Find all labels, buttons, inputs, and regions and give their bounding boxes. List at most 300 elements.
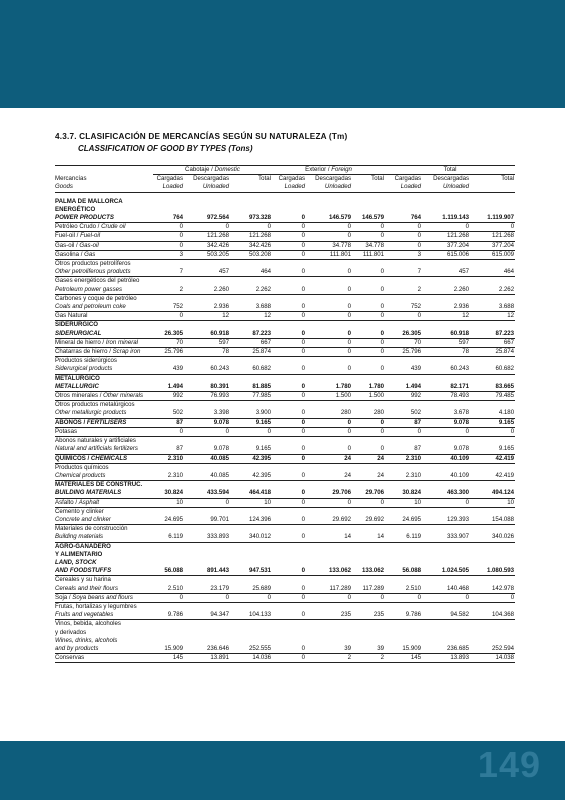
row-value: 104.133: [230, 611, 272, 620]
row-value: 9.786: [153, 611, 184, 620]
row-value: [422, 602, 470, 611]
row-value: [153, 374, 184, 383]
row-value: [272, 401, 306, 410]
row-value: [230, 559, 272, 567]
table-title: 4.3.7. CLASIFICACIÓN DE MERCANCÍAS SEGÚN SU NATURALEZA (Tm): [55, 132, 348, 141]
row-value: 117.289: [352, 585, 385, 594]
row-value: [230, 637, 272, 645]
row-value: 667: [470, 338, 515, 347]
row-value: 0: [385, 593, 422, 602]
row-value: 42.395: [230, 472, 272, 481]
row-value: [184, 559, 230, 567]
row-label: Gasolina / Gas: [55, 250, 153, 259]
row-value: [352, 559, 385, 567]
row-value: 0: [153, 232, 184, 241]
row-value: 111.801: [352, 250, 385, 259]
row-value: 40.109: [422, 454, 470, 463]
row-value: 0: [230, 427, 272, 436]
row-value: 2.936: [184, 303, 230, 312]
row-value: 25.796: [385, 348, 422, 357]
row-value: 14.036: [230, 654, 272, 663]
row-value: [153, 206, 184, 214]
row-value: 3.688: [230, 303, 272, 312]
table-row: [55, 250, 515, 259]
row-value: [385, 481, 422, 490]
row-value: 3: [385, 250, 422, 259]
row-value: 2.310: [385, 454, 422, 463]
row-value: [306, 206, 352, 214]
row-value: 0: [306, 445, 352, 454]
row-value: 146.579: [352, 214, 385, 223]
row-value: 0: [470, 593, 515, 602]
row-value: 342.426: [184, 241, 230, 250]
row-value: [306, 525, 352, 534]
table-row: [55, 365, 515, 374]
row-value: 56.088: [153, 567, 184, 576]
row-value: [422, 637, 470, 645]
row-value: 0: [272, 330, 306, 339]
row-value: [272, 481, 306, 490]
row-value: 0: [184, 223, 230, 232]
row-label: Building materials: [55, 533, 153, 542]
row-value: 12: [422, 312, 470, 321]
table-row: [55, 268, 515, 277]
row-value: 24.695: [385, 516, 422, 525]
row-value: 0: [352, 418, 385, 427]
row-value: 3.398: [184, 409, 230, 418]
row-value: 111.801: [306, 250, 352, 259]
row-value: [385, 559, 422, 567]
row-value: [184, 542, 230, 551]
row-value: [184, 277, 230, 286]
row-value: [385, 637, 422, 645]
row-value: [385, 198, 422, 206]
table-row: [55, 620, 515, 629]
row-value: [230, 437, 272, 446]
row-value: [352, 374, 385, 383]
row-value: 76.993: [184, 392, 230, 401]
row-label: PALMA DE MALLORCA: [55, 197, 123, 205]
row-value: 0: [422, 223, 470, 232]
row-label: LAND, STOCK: [55, 558, 97, 566]
row-value: [230, 357, 272, 366]
table-row: [55, 629, 515, 637]
row-label: SIDERÚRGICO: [55, 321, 98, 329]
row-label: Petróleo Crudo / Crude oil: [55, 223, 153, 232]
row-value: 0: [352, 268, 385, 277]
row-label: MATERIALES DE CONSTRUC.: [55, 481, 143, 489]
row-value: 4.180: [470, 409, 515, 418]
group-exterior: Exterior / Foreign: [272, 166, 385, 175]
row-value: 9.165: [230, 445, 272, 454]
row-value: [385, 277, 422, 286]
table-row: [55, 593, 515, 602]
row-value: [352, 463, 385, 472]
row-value: [385, 525, 422, 534]
row-value: [184, 525, 230, 534]
row-value: [352, 198, 385, 206]
row-value: [352, 576, 385, 585]
row-value: 83.665: [470, 383, 515, 392]
goods-classification-table: Cabotaje / Domestic Exterior / Foreign Total Mercancías Cargadas Descargadas Total Cargadas Descargadas Total Cargadas Descargadas Total Goods Loaded Unloaded Loaded Unloaded Loaded Unloaded PALMA DE MALLORCA ENERGÉTICO POWER PRODUCTS 764 972.564 973.328 0 146.579 146.579 764 1.119.143 1.119.907 Petróleo Crudo / Crude oil 0 0 0 0 0 0 0 0 0 Fuel-oil / Fuel-oil 0 121.268 121.268 0 0 0 0 121.268 121.268 Gas-oil / Gas-oil 0 342.426 342.426 0 34.778 34.778 0 377.204 377.204 Gasolina / Gas 3 503.205 503.208 0 111.801 111.801 3 615.006 615.009 Otros productos petrolíferos Other petroliferous products 7 457 464 0 0 0 7 457 464 Gases energéticos del petróleo Petroleum power gasses 2 2.260 2.262 0 0 0 2 2.260 2.262 Carbones y coque de petróleo Coals and petroleum coke 752 2.936 3.688 0 0 0 752 2.936 3.688 Gas Natural 0 12 12 0 0 0 0 12 12 SIDERÚRGICO SIDERURGICAL 26.305 60.918 87.223 0 0 0 26.305 60.918 87.223 Mineral de hierro / Iron mineral 70 597 667 0 0 0 70 597 667 Chatarras de hierro / Scrap iron 25.796 78 25.874 0 0 0 25.796 78 25.874 Productos siderúrgicos Siderurgical products 439 60.243 60.682 0 0 0 439 60.243 60.682 METALÚRGICO METALLURGIC 1.494 80.391 81.885 0 1.780 1.780 1.494 82.171 83.665 Otros minerales / Other minerals 992 76.993 77.985 0 1.500 1.500 992 78.493 79.485 Otros productos metalúrgicos Other metallurgic products 502 3.398 3.900 0 280 280 502 3.678 4.180 ABONOS / FERTILISERS 87 9.078 9.165 0 0 0 87 9.078 9.165 Potasas 0 0 0 0 0 0 0 0 0 Abonos naturales y artificiales Natural and artificials fertilizers 87 9.078 9.165 0 0 0 87 9.078 9.165 QUÍMICOS / CHEMICALS 2.310 40.085 42.395 0 24 24 2.310 40.109 42.419 Productos químicos Chemical products 2.310 40.085 42.395 0 24 24 2.310 40.109 42.419 MATERIALES DE CONSTRUC. BUILDING MATERIALS 30.824 433.594 464.418 0 29.706 29.706 30.824 463.300 494.124 Asfalto / Asphalt 10 0 10 0 0 0 10 0 10 Cemento y clinker Concrete and clinker 24.695 99.701 124.396 0 29.692 29.692 24.695 129.393 154.088 Materiales de construcción Building materials 6.119 333.893 340.012 0 14 14 6.119 333.907 340.026 AGRO-GANADERO Y ALIMENTARIO LAND, STOCK AND FOODSTUFFS 56.088 891.443 947.531 0 133.062 133.062 56.088 1.024.505 1.080.593 Cereales y su harina Cereals and their flours 2.510 23.179 25.689 0 117.289 117.289 2.510 140.468 142.978 Soja / Soya beans and flours 0 0 0 0 0 0 0 0 0 Frutas, hortalizas y legumbres Fruits and vegetables 9.786 94.347 104.133 0 235 235 9.786 94.582 104.368 Vinos, bebida, alcoholes y derivados Wines, drinks, alcohols and by products 15.909 236.646 252.555 0 39 39 15.909 236.685 252.594 Conservas 145 13.891 14.036 0 2 2 145 13.893 14.038: [55, 166, 515, 662]
row-value: 87.223: [470, 330, 515, 339]
row-value: 0: [272, 223, 306, 232]
row-value: [422, 542, 470, 551]
row-value: 0: [272, 338, 306, 347]
row-value: 9.165: [230, 418, 272, 427]
table-row: [55, 392, 515, 401]
row-value: 2.510: [153, 585, 184, 594]
table-row: [55, 383, 515, 392]
row-value: 1.024.505: [422, 567, 470, 576]
row-value: 2.260: [422, 286, 470, 295]
row-value: 503.208: [230, 250, 272, 259]
row-value: 70: [153, 338, 184, 347]
row-value: [306, 463, 352, 472]
row-value: [153, 198, 184, 206]
row-value: 0: [306, 268, 352, 277]
row-value: [230, 620, 272, 629]
row-value: [184, 321, 230, 330]
row-value: [422, 437, 470, 446]
row-value: 78.493: [422, 392, 470, 401]
row-value: [470, 206, 515, 214]
row-value: [470, 525, 515, 534]
row-value: 1.080.593: [470, 567, 515, 576]
row-value: 0: [153, 223, 184, 232]
row-value: 39: [306, 645, 352, 654]
row-value: 30.824: [153, 489, 184, 498]
row-value: 2.310: [385, 472, 422, 481]
row-label: Productos químicos: [55, 463, 109, 471]
row-label: Gas Natural: [55, 312, 153, 321]
row-value: [385, 401, 422, 410]
row-value: [184, 374, 230, 383]
row-value: 39: [352, 645, 385, 654]
row-value: [184, 481, 230, 490]
row-value: [385, 357, 422, 366]
row-value: 9.165: [470, 418, 515, 427]
row-value: 117.289: [306, 585, 352, 594]
row-value: 0: [272, 383, 306, 392]
row-value: [184, 198, 230, 206]
row-value: [422, 576, 470, 585]
row-value: 0: [352, 338, 385, 347]
row-value: [230, 551, 272, 559]
row-value: 14: [306, 533, 352, 542]
row-value: [230, 481, 272, 490]
row-value: [422, 620, 470, 629]
row-value: 0: [352, 286, 385, 295]
row-value: 503.205: [184, 250, 230, 259]
row-value: [385, 321, 422, 330]
row-value: 2.936: [422, 303, 470, 312]
row-label: Abonos naturales y artificiales: [55, 437, 136, 445]
row-value: 24: [352, 472, 385, 481]
row-value: 0: [153, 593, 184, 602]
row-value: [272, 576, 306, 585]
row-value: 2.310: [153, 472, 184, 481]
row-value: 10: [153, 498, 184, 507]
row-value: 0: [272, 585, 306, 594]
row-value: 0: [306, 286, 352, 295]
row-label: Chemical products: [55, 472, 153, 481]
row-value: 0: [306, 223, 352, 232]
row-value: 0: [272, 498, 306, 507]
row-value: [230, 277, 272, 286]
page-number: 149: [477, 744, 541, 785]
row-value: 457: [422, 268, 470, 277]
row-value: [306, 357, 352, 366]
row-value: 7: [153, 268, 184, 277]
row-value: 947.531: [230, 567, 272, 576]
row-value: [230, 525, 272, 534]
row-value: 23.179: [184, 585, 230, 594]
row-value: 99.701: [184, 516, 230, 525]
row-value: 0: [352, 312, 385, 321]
row-value: 0: [352, 593, 385, 602]
row-value: 9.786: [385, 611, 422, 620]
table-row: [55, 312, 515, 321]
row-value: 15.909: [385, 645, 422, 654]
row-value: 0: [272, 348, 306, 357]
row-value: [153, 437, 184, 446]
row-label: AND FOODSTUFFS: [55, 567, 153, 576]
table-row: [55, 567, 515, 576]
row-value: [272, 206, 306, 214]
row-value: 24: [306, 472, 352, 481]
row-value: 439: [153, 365, 184, 374]
row-value: 0: [352, 232, 385, 241]
row-value: [184, 294, 230, 303]
row-value: 333.907: [422, 533, 470, 542]
row-value: [184, 551, 230, 559]
row-value: [306, 559, 352, 567]
row-value: [306, 374, 352, 383]
row-value: [306, 294, 352, 303]
row-value: 0: [422, 498, 470, 507]
row-value: [153, 629, 184, 637]
col-goods: Goods: [55, 183, 153, 192]
row-label: SIDERURGICAL: [55, 330, 153, 339]
group-total: Total: [385, 166, 515, 175]
row-value: [306, 437, 352, 446]
row-value: [470, 357, 515, 366]
row-value: [352, 437, 385, 446]
row-value: 0: [184, 498, 230, 507]
row-value: 40.085: [184, 454, 230, 463]
row-value: [422, 401, 470, 410]
row-value: [230, 206, 272, 214]
row-value: 464: [470, 268, 515, 277]
row-label: Other metallurgic products: [55, 409, 153, 418]
row-value: 6.119: [153, 533, 184, 542]
row-label: Otros minerales / Other minerals: [55, 392, 153, 401]
row-value: 1.500: [352, 392, 385, 401]
table-row: [55, 454, 515, 463]
row-value: [385, 576, 422, 585]
row-value: 340.012: [230, 533, 272, 542]
row-value: 87: [153, 418, 184, 427]
row-label: QUÍMICOS / CHEMICALS: [55, 454, 153, 463]
row-label: Asfalto / Asphalt: [55, 498, 153, 507]
row-value: 439: [385, 365, 422, 374]
row-value: 0: [272, 392, 306, 401]
row-value: 0: [272, 268, 306, 277]
row-value: [422, 481, 470, 490]
row-value: 0: [272, 445, 306, 454]
row-value: 494.124: [470, 489, 515, 498]
row-value: [422, 551, 470, 559]
row-value: [306, 576, 352, 585]
row-value: [184, 576, 230, 585]
row-label: Cemento y clinker: [55, 507, 104, 515]
row-value: 87: [153, 445, 184, 454]
row-value: [306, 321, 352, 330]
row-value: 80.391: [184, 383, 230, 392]
table-row: [55, 585, 515, 594]
row-value: [272, 437, 306, 446]
row-label: Otros productos metalúrgicos: [55, 401, 135, 409]
row-value: [470, 481, 515, 490]
row-value: 40.109: [422, 472, 470, 481]
row-value: 0: [153, 241, 184, 250]
row-value: [306, 198, 352, 206]
row-value: 40.085: [184, 472, 230, 481]
row-value: 615.009: [470, 250, 515, 259]
row-value: 70: [385, 338, 422, 347]
table-row: [55, 401, 515, 410]
row-value: 752: [385, 303, 422, 312]
row-value: [153, 260, 184, 269]
row-value: 29.692: [352, 516, 385, 525]
row-value: [470, 260, 515, 269]
table-row: [55, 223, 515, 232]
row-value: [272, 525, 306, 534]
row-value: 13.891: [184, 654, 230, 663]
row-value: 0: [272, 250, 306, 259]
row-value: 142.978: [470, 585, 515, 594]
row-label: Productos siderúrgicos: [55, 357, 117, 365]
row-value: 87: [385, 418, 422, 427]
row-value: [272, 277, 306, 286]
row-value: 121.268: [184, 232, 230, 241]
row-value: 6.119: [385, 533, 422, 542]
row-value: [153, 542, 184, 551]
row-value: 60.243: [422, 365, 470, 374]
row-value: 377.204: [470, 241, 515, 250]
row-value: 1.494: [385, 383, 422, 392]
row-value: 0: [272, 472, 306, 481]
row-label: Gases energéticos del petróleo: [55, 277, 140, 285]
row-value: [352, 637, 385, 645]
row-value: [272, 357, 306, 366]
row-value: 26.305: [153, 330, 184, 339]
row-value: 0: [306, 348, 352, 357]
row-value: [470, 629, 515, 637]
row-value: 0: [272, 427, 306, 436]
row-value: 87.223: [230, 330, 272, 339]
row-value: 0: [306, 365, 352, 374]
row-value: [385, 507, 422, 516]
row-value: 56.088: [385, 567, 422, 576]
row-value: 9.078: [422, 445, 470, 454]
row-value: 0: [470, 427, 515, 436]
row-value: [230, 321, 272, 330]
row-value: [153, 294, 184, 303]
table-row: [55, 294, 515, 303]
row-value: [422, 507, 470, 516]
row-value: [352, 206, 385, 214]
row-value: 0: [272, 418, 306, 427]
row-value: 0: [352, 223, 385, 232]
row-value: [385, 206, 422, 214]
row-label: Coals and petroleum coke: [55, 303, 153, 312]
row-value: 1.780: [352, 383, 385, 392]
row-value: [352, 321, 385, 330]
row-value: 94.347: [184, 611, 230, 620]
row-value: [422, 463, 470, 472]
row-value: [153, 620, 184, 629]
table-row: [55, 357, 515, 366]
row-value: [422, 374, 470, 383]
row-value: 0: [272, 489, 306, 498]
row-value: 0: [184, 593, 230, 602]
row-value: 2: [306, 654, 352, 663]
row-value: 0: [306, 338, 352, 347]
row-value: [306, 542, 352, 551]
row-value: 9.078: [184, 445, 230, 454]
row-label: Gas-oil / Gas-oil: [55, 241, 153, 250]
row-value: 24: [352, 454, 385, 463]
row-value: 12: [230, 312, 272, 321]
row-value: [184, 260, 230, 269]
table-row: [55, 602, 515, 611]
table-row: [55, 507, 515, 516]
row-label: Otros productos petrolíferos: [55, 260, 131, 268]
row-value: 0: [306, 418, 352, 427]
row-value: 25.874: [470, 348, 515, 357]
row-value: [422, 559, 470, 567]
row-value: 0: [272, 593, 306, 602]
row-value: 236.685: [422, 645, 470, 654]
row-label: Wines, drinks, alcohols: [55, 636, 118, 644]
row-value: [230, 629, 272, 637]
row-value: 79.485: [470, 392, 515, 401]
row-value: [184, 357, 230, 366]
row-value: 1.119.907: [470, 214, 515, 223]
table-row: [55, 321, 515, 330]
table-row: [55, 437, 515, 446]
row-value: [470, 637, 515, 645]
row-value: 0: [272, 365, 306, 374]
row-value: 0: [153, 312, 184, 321]
row-value: 0: [230, 593, 272, 602]
row-value: [385, 294, 422, 303]
table-row: [55, 338, 515, 347]
row-label: Cereals and their flours: [55, 585, 153, 594]
row-label: and by products: [55, 645, 153, 654]
row-value: [306, 507, 352, 516]
row-value: 764: [385, 214, 422, 223]
row-value: [306, 629, 352, 637]
table-row: [55, 654, 515, 663]
row-value: 0: [306, 312, 352, 321]
row-value: [153, 637, 184, 645]
row-value: 0: [230, 223, 272, 232]
row-value: [272, 559, 306, 567]
row-value: 2: [352, 654, 385, 663]
